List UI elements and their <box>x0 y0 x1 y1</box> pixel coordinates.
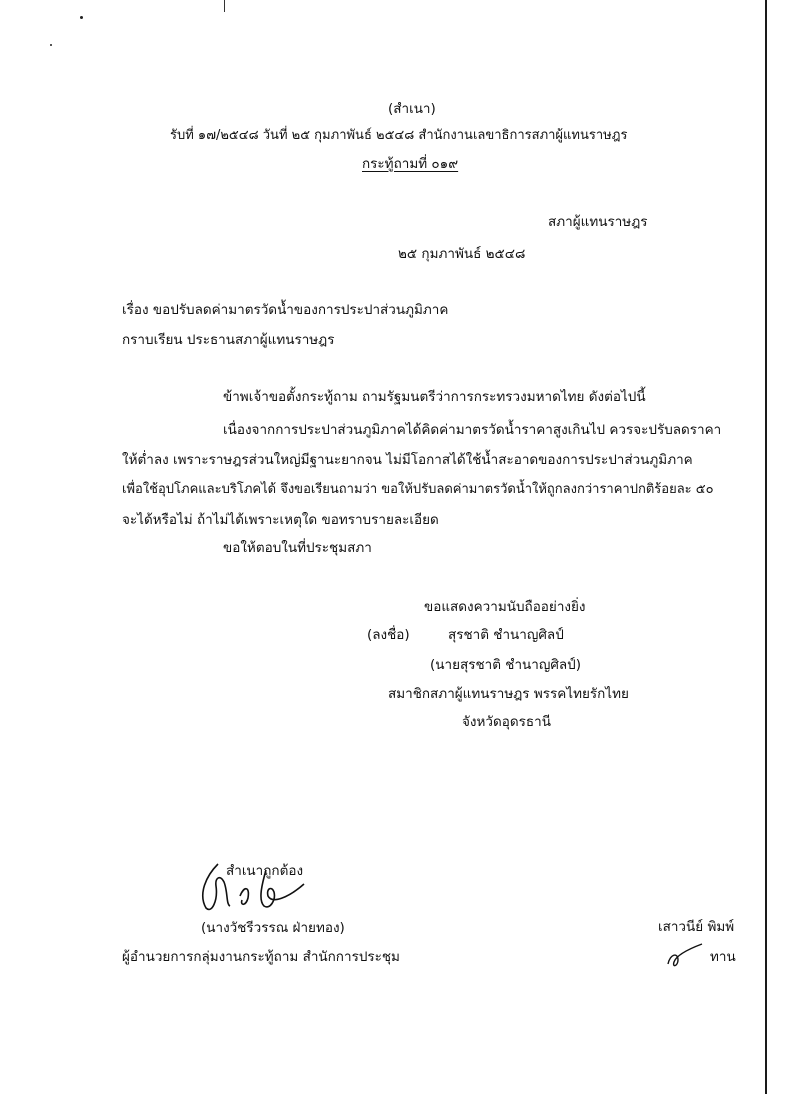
certifier-title: ผู้อำนวยการกลุ่มงานกระทู้ถาม สำนักการประชุม <box>122 949 400 965</box>
certifier-name: (นางวัชรีวรรณ ฝ่ายทอง) <box>201 920 345 936</box>
sign-prefix: (ลงชื่อ) <box>367 627 410 643</box>
copy-mark: (สำเนา) <box>388 101 436 117</box>
signer-province: จังหวัดอุดรธานี <box>462 714 551 730</box>
scan-speck <box>80 16 83 19</box>
letter-date: ๒๕ กุมภาพันธ์ ๒๕๔๘ <box>398 246 526 262</box>
sender-org: สภาผู้แทนราษฎร <box>548 214 648 230</box>
question-number: กระทู้ถามที่ ๐๑๙ <box>362 156 459 172</box>
signer-name: สุรชาติ ชำนาญศิลป์ <box>448 627 564 643</box>
scan-mark <box>224 0 225 12</box>
body-intro: ข้าพเจ้าขอตั้งกระทู้ถาม ถามรัฐมนตรีว่าการกระทรวงมหาดไทย ดังต่อไปนี้ <box>223 389 646 405</box>
closing-regards: ขอแสดงความนับถืออย่างยิ่ง <box>424 599 586 615</box>
scan-border-line <box>765 0 767 1094</box>
certifier-signature <box>196 856 336 916</box>
receipt-line: รับที่ ๑๗/๒๕๔๘ วันที่ ๒๕ กุมภาพันธ์ ๒๕๔๘ สำนักงานเลขาธิการสภาผู้แทนราษฎร <box>170 128 628 143</box>
body-line: เนื่องจากการประปาส่วนภูมิภาคได้คิดค่ามาตรวัดน้ำราคาสูงเกินไป ควรจะปรับลดราคา <box>223 422 722 438</box>
checked-by: ทาน <box>710 949 736 965</box>
typed-by: เสาวนีย์ พิมพ์ <box>658 919 735 935</box>
subject-line: เรื่อง ขอปรับลดค่ามาตรวัดน้ำของการประปาส่วนภูมิภาค <box>122 302 449 318</box>
signer-position: สมาชิกสภาผู้แทนราษฎร พรรคไทยรักไทย <box>388 686 629 702</box>
certification-label: สำเนาถูกต้อง <box>226 863 304 879</box>
body-request: ขอให้ตอบในที่ประชุมสภา <box>223 540 372 556</box>
body-line: เพื่อใช้อุปโภคและบริโภคได้ จึงขอเรียนถามว่า ขอให้ปรับลดค่ามาตรวัดน้ำให้ถูกลงกว่าราคาปกติร้อยละ ๕๐ <box>122 482 714 497</box>
salutation-line: กราบเรียน ประธานสภาผู้แทนราษฎร <box>122 332 335 348</box>
body-line: จะได้หรือไม่ ถ้าไม่ได้เพราะเหตุใด ขอทราบรายละเอียด <box>122 512 439 528</box>
scan-speck <box>50 44 52 46</box>
body-line: ให้ต่ำลง เพราะราษฎรส่วนใหญ่มีฐานะยากจน ไม่มีโอกาสได้ใช้น้ำสะอาดของการประปาส่วนภูมิภาค <box>122 452 693 468</box>
signer-full-name: (นายสุรชาติ ชำนาญศิลป์) <box>430 657 582 673</box>
